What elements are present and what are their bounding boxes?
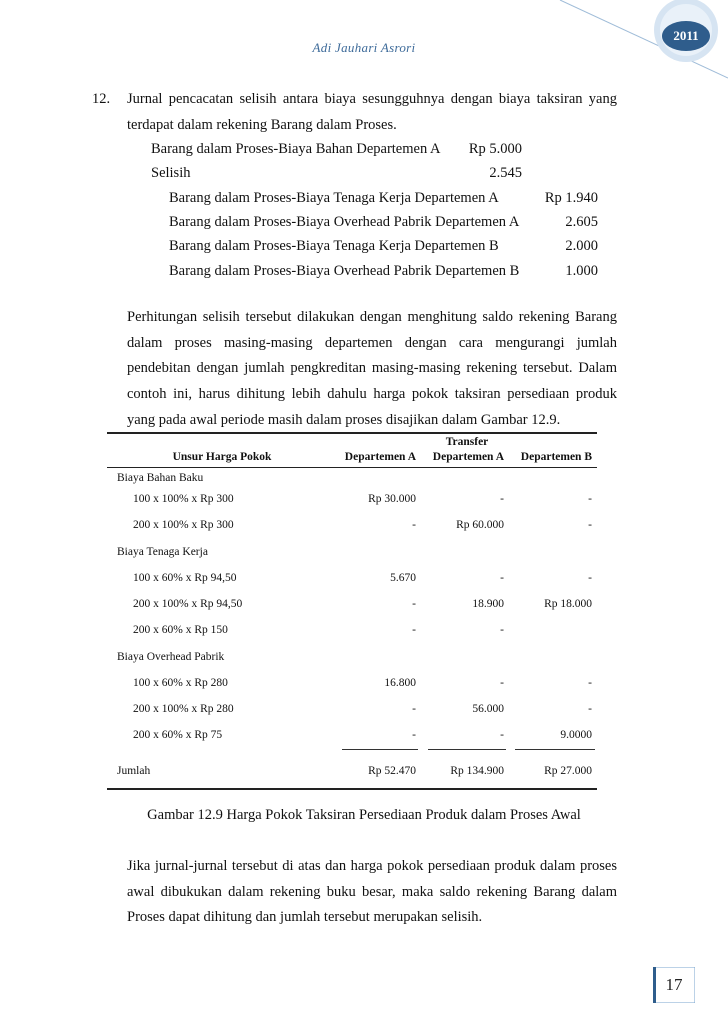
figure-caption: Gambar 12.9 Harga Pokok Taksiran Persediaan Produk dalam Proses Awal bbox=[147, 807, 581, 823]
journal-credit-account: Barang dalam Proses-Biaya Tenaga Kerja Departemen A bbox=[169, 190, 499, 206]
table-cell-b: 9.0000 bbox=[560, 729, 592, 741]
paragraph-line: yang pada awal periode masih dalam proses disajikan dalam Gambar 12.9. bbox=[127, 411, 561, 428]
paragraph-line: awal dibukukan dalam rekening buku besar, maka saldo rekening Barang dalam bbox=[127, 883, 617, 900]
table-header-dept-a: Departemen A bbox=[344, 451, 416, 463]
author-name: Adi Jauhari Asrori bbox=[312, 40, 416, 55]
paragraph-line: pendebitan dengan jumlah pengkreditan masing-masing rekening tersebut. Dalam bbox=[127, 360, 617, 377]
journal-credit-amount: Rp 1.940 bbox=[544, 190, 598, 206]
table-cell-a: - bbox=[412, 624, 416, 636]
paragraph-line: Jika jurnal-jurnal tersebut di atas dan harga pokok persediaan produk dalam proses bbox=[127, 858, 617, 874]
paragraph-1 bbox=[127, 305, 617, 434]
subtotal-rule bbox=[342, 749, 418, 750]
paragraph-2 bbox=[127, 854, 617, 931]
table-cell-a: Rp 30.000 bbox=[368, 493, 416, 505]
item-number: 12. bbox=[92, 91, 111, 107]
table-total-label: Jumlah bbox=[117, 765, 151, 777]
table-cell-b: - bbox=[588, 703, 592, 715]
journal-credit-account: Barang dalam Proses-Biaya Overhead Pabrik Departemen A bbox=[169, 214, 520, 230]
subtotal-rule bbox=[428, 749, 506, 750]
journal-credit-account: Barang dalam Proses-Biaya Overhead Pabrik Departemen B bbox=[169, 263, 520, 279]
table-row-label: 100 x 100% x Rp 300 bbox=[133, 493, 234, 505]
table-cell-a: 16.800 bbox=[384, 677, 416, 689]
table-cell-a: - bbox=[412, 519, 416, 531]
table-group-label: Biaya Bahan Baku bbox=[117, 472, 204, 484]
table-cell-a: - bbox=[412, 703, 416, 715]
paragraph-line: Proses dapat dihitung dan jumlah tersebut merupakan selisih. bbox=[127, 909, 483, 926]
journal-debit2-amount: 2.545 bbox=[489, 165, 522, 181]
table-row-label: 100 x 60% x Rp 280 bbox=[133, 677, 228, 689]
table-cell-t: 18.900 bbox=[472, 598, 504, 610]
journal-debit1-amount: Rp 5.000 bbox=[468, 141, 522, 157]
table-row-label: 200 x 100% x Rp 94,50 bbox=[133, 598, 243, 610]
table-cell-t: - bbox=[500, 729, 504, 741]
table-header-transfer-dept-a: Departemen A bbox=[432, 451, 504, 463]
table-group-label: Biaya Overhead Pabrik bbox=[117, 651, 225, 663]
table-header-transfer: Transfer bbox=[445, 436, 489, 448]
table-row-label: 200 x 60% x Rp 75 bbox=[133, 729, 223, 741]
subtotal-rule bbox=[515, 749, 595, 750]
page-number: 17 bbox=[665, 975, 683, 994]
paragraph-line: contoh ini, harus dihitung lebih dahulu harga pokok taksiran persediaan produk bbox=[127, 386, 617, 403]
table-bottom-rule bbox=[107, 788, 597, 790]
table-cell-b: - bbox=[588, 572, 592, 584]
journal-credit-amount: 2.605 bbox=[565, 214, 598, 230]
table-total-a: Rp 52.470 bbox=[368, 765, 416, 777]
paragraph-line: dalam proses masing-masing departemen dengan cara mengurangi jumlah bbox=[127, 334, 617, 351]
table-header-unsur: Unsur Harga Pokok bbox=[172, 451, 272, 463]
table-cell-b: - bbox=[588, 493, 592, 505]
table-cell-b: - bbox=[588, 519, 592, 531]
journal-credit-account: Barang dalam Proses-Biaya Tenaga Kerja Departemen B bbox=[169, 238, 499, 254]
table-row-label: 100 x 60% x Rp 94,50 bbox=[133, 572, 237, 584]
table-cell-t: 56.000 bbox=[472, 703, 504, 715]
table-cell-t: - bbox=[500, 493, 504, 505]
table-cell-t: - bbox=[500, 572, 504, 584]
table-total-b: Rp 27.000 bbox=[544, 765, 592, 777]
journal-credit-amount: 1.000 bbox=[565, 263, 598, 279]
table-group-label: Biaya Tenaga Kerja bbox=[117, 546, 208, 558]
table-cell-t: - bbox=[500, 624, 504, 636]
table-cell-a: - bbox=[412, 729, 416, 741]
table-header-dept-b: Departemen B bbox=[520, 451, 592, 463]
journal-debit2-account: Selisih bbox=[151, 165, 191, 181]
table-total-t: Rp 134.900 bbox=[450, 765, 504, 777]
table-row-label: 200 x 60% x Rp 150 bbox=[133, 624, 228, 636]
item-intro-line1: Jurnal pencacatan selisih antara biaya sesungguhnya dengan biaya taksiran yang bbox=[127, 91, 617, 107]
table-cell-b: - bbox=[588, 677, 592, 689]
table-cell-a: 5.670 bbox=[390, 572, 416, 584]
item-intro-line2: terdapat dalam rekening Barang dalam Proses. bbox=[127, 117, 397, 133]
journal-credit-amount: 2.000 bbox=[565, 238, 598, 254]
table-cell-t: Rp 60.000 bbox=[456, 519, 504, 531]
table-cell-t: - bbox=[500, 677, 504, 689]
table-top-rule bbox=[107, 432, 597, 434]
year-badge: 2011 bbox=[673, 28, 699, 43]
table-row-label: 200 x 100% x Rp 300 bbox=[133, 519, 234, 531]
table-cell-b: Rp 18.000 bbox=[544, 598, 592, 610]
table-row-label: 200 x 100% x Rp 280 bbox=[133, 703, 234, 715]
journal-debit1-account: Barang dalam Proses-Biaya Bahan Departemen A bbox=[151, 141, 441, 157]
table-header-rule bbox=[107, 467, 597, 468]
table-cell-a: - bbox=[412, 598, 416, 610]
paragraph-line: Perhitungan selisih tersebut dilakukan dengan menghitung saldo rekening Barang bbox=[127, 309, 617, 325]
